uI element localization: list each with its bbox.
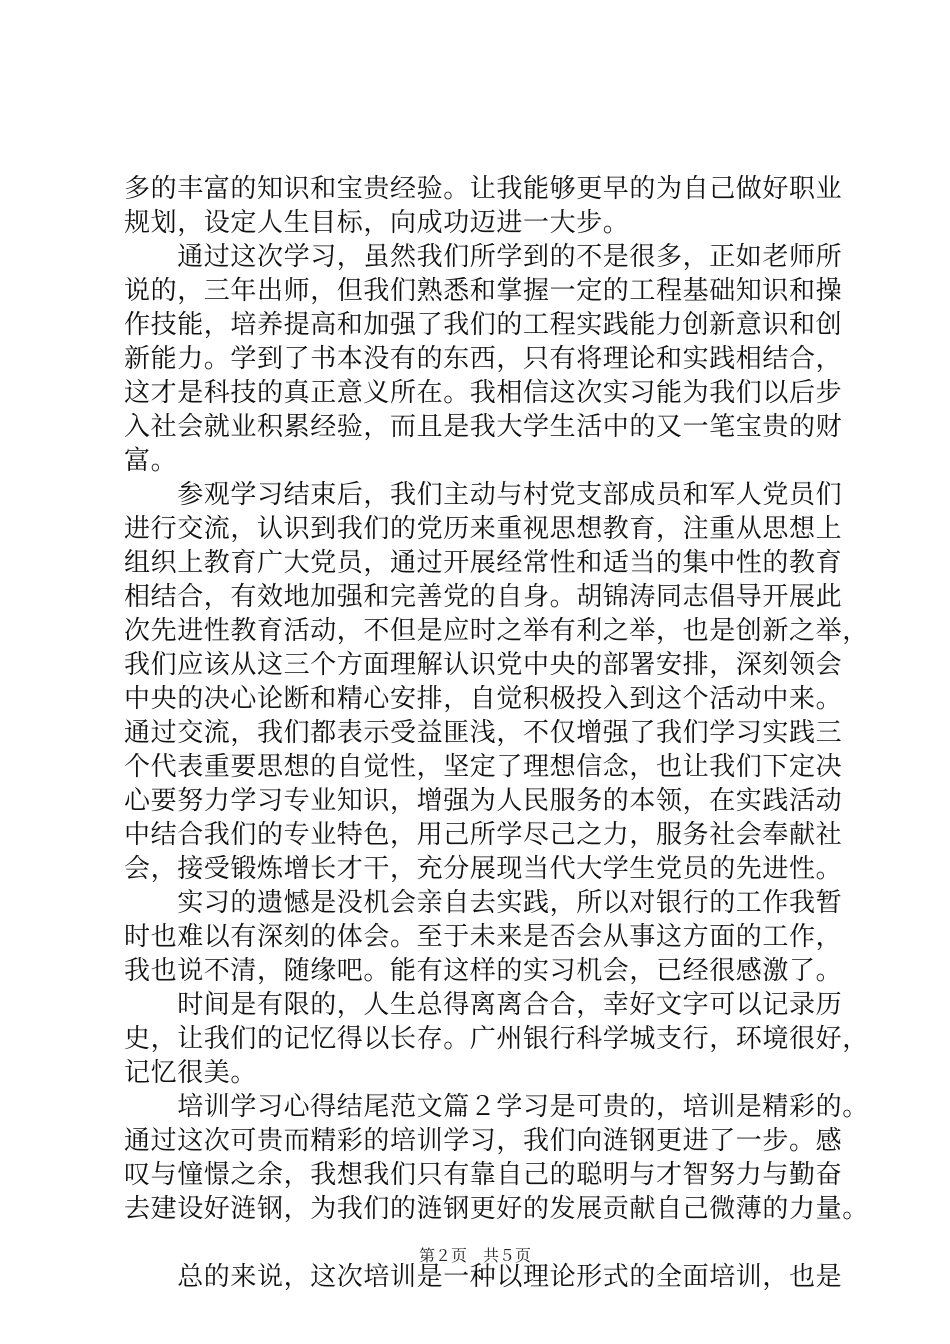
text-line: 史，让我们的记忆得以长存。广州银行科学城支行，环境很好， <box>124 1024 869 1054</box>
text-line: 次先进性教育活动，不但是应时之举有利之举，也是创新之举， <box>124 616 869 646</box>
text-line: 入社会就业积累经验，而且是我大学生活中的又一笔宝贵的财 <box>124 412 843 442</box>
text-line: 个代表重要思想的自觉性，坚定了理想信念，也让我们下定决 <box>124 752 843 782</box>
paragraph-first-line: 通过这次学习，虽然我们所学到的不是很多，正如老师所 <box>124 242 843 272</box>
text-line: 多的丰富的知识和宝贵经验。让我能够更早的为自己做好职业 <box>124 174 843 204</box>
text-line: 说的，三年出师，但我们熟悉和掌握一定的工程基础知识和操 <box>124 276 843 306</box>
text-line: 这才是科技的真正意义所在。我相信这次实习能为我们以后步 <box>124 378 843 408</box>
text-line: 时也难以有深刻的体会。至于未来是否会从事这方面的工作， <box>124 922 843 952</box>
text-line: 中央的决心论断和精心安排，自觉积极投入到这个活动中来。 <box>124 684 843 714</box>
page-number-footer: 第２页 共５页 <box>418 1246 531 1265</box>
text-line: 富。 <box>124 446 178 476</box>
text-line: 中结合我们的专业特色，用己所学尽己之力，服务社会奉献社 <box>124 820 843 850</box>
text-line: 心要努力学习专业知识，增强为人民服务的本领，在实践活动 <box>124 786 843 816</box>
text-line: 会，接受锻炼增长才干，充分展现当代大学生党员的先进性。 <box>124 854 843 884</box>
text-line: 我也说不清，随缘吧。能有这样的实习机会，已经很感激了。 <box>124 956 843 986</box>
paragraph-first-line: 时间是有限的，人生总得离离合合，幸好文字可以记录历 <box>124 990 843 1020</box>
text-line: 相结合，有效地加强和完善党的自身。胡锦涛同志倡导开展此 <box>124 582 843 612</box>
text-line: 叹与憧憬之余，我想我们只有靠自己的聪明与才智努力与勤奋 <box>124 1160 843 1190</box>
text-line: 规划，设定人生目标，向成功迈进一大步。 <box>124 208 630 238</box>
paragraph-first-line: 实习的遗憾是没机会亲自去实践，所以对银行的工作我暂 <box>124 888 843 918</box>
text-line: 去建设好涟钢，为我们的涟钢更好的发展贡献自己微薄的力量。 <box>124 1194 869 1224</box>
text-line: 组织上教育广大党员，通过开展经常性和适当的集中性的教育 <box>124 548 843 578</box>
text-line: 我们应该从这三个方面理解认识党中央的部署安排，深刻领会 <box>124 650 843 680</box>
text-line: 记忆很美。 <box>124 1058 258 1088</box>
paragraph-first-line: 参观学习结束后，我们主动与村党支部成员和军人党员们 <box>124 480 843 510</box>
paragraph-first-line: 培训学习心得结尾范文篇２学习是可贵的，培训是精彩的。 <box>124 1092 869 1122</box>
paragraph-first-line: 总的来说，这次培训是一种以理论形式的全面培训，也是 <box>124 1262 843 1292</box>
text-line: 进行交流，认识到我们的党历来重视思想教育，注重从思想上 <box>124 514 843 544</box>
text-line: 新能力。学到了书本没有的东西，只有将理论和实践相结合， <box>124 344 843 374</box>
document-body <box>124 172 869 1294</box>
text-line: 通过这次可贵而精彩的培训学习，我们向涟钢更进了一步。感 <box>124 1126 843 1156</box>
text-line: 作技能，培养提高和加强了我们的工程实践能力创新意识和创 <box>124 310 843 340</box>
text-line: 通过交流，我们都表示受益匪浅，不仅增强了我们学习实践三 <box>124 718 843 748</box>
